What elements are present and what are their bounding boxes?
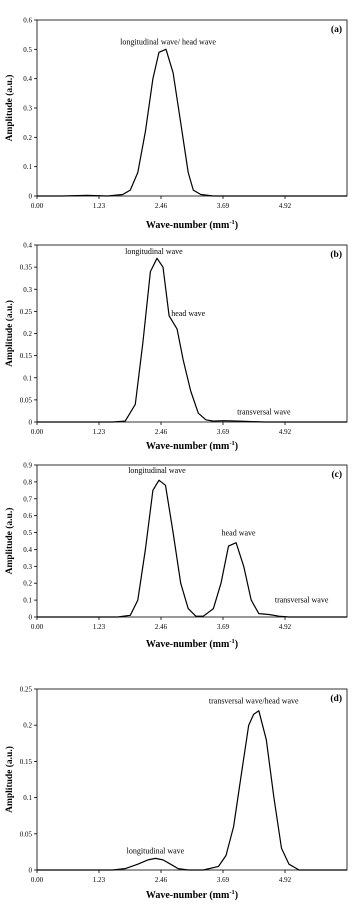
x-tick-label: 1.23 xyxy=(92,428,106,436)
x-tick-label: 2.46 xyxy=(154,623,168,631)
x-axis-label: Wave-number $(mm^{-1})$ xyxy=(145,219,239,231)
y-tick-label: 0.2 xyxy=(23,133,32,142)
y-tick-label: 0.35 xyxy=(19,263,32,272)
x-tick-label: 4.92 xyxy=(278,876,292,884)
panel-tag: (b) xyxy=(330,250,342,260)
y-tick-label: 0.3 xyxy=(23,285,32,294)
plot-frame xyxy=(37,465,347,617)
y-tick-label: 0.6 xyxy=(23,16,32,25)
y-tick-label: 0.7 xyxy=(23,495,32,504)
x-tick-label: 0.00 xyxy=(30,876,44,884)
x-tick-label: 4.92 xyxy=(278,202,292,210)
x-tick-label: 2.46 xyxy=(154,428,168,436)
y-tick-label: 0.1 xyxy=(23,596,32,605)
y-tick-label: 0 xyxy=(28,192,32,201)
y-tick-label: 0.2 xyxy=(23,330,32,338)
chart-panel-d xyxy=(0,680,355,906)
series-line xyxy=(37,258,347,422)
x-tick-label: 3.69 xyxy=(216,202,230,210)
y-tick-label: 0.25 xyxy=(19,307,32,316)
y-tick-label: 0.9 xyxy=(23,461,32,470)
y-tick-label: 0.8 xyxy=(23,478,32,487)
x-tick-label: 3.69 xyxy=(216,876,230,884)
annotation-label: longitudinal wave xyxy=(126,846,185,856)
y-axis-label: Amplitude (a.u.) xyxy=(5,300,15,367)
y-tick-label: 0.2 xyxy=(23,721,32,730)
y-tick-label: 0.4 xyxy=(23,75,32,84)
x-axis-label: Wave-number $(mm^{-1})$ xyxy=(145,889,239,901)
x-tick-label: 4.92 xyxy=(278,428,292,436)
y-tick-label: 0 xyxy=(28,418,32,427)
series-line xyxy=(37,49,347,196)
series-line xyxy=(37,711,347,870)
y-tick-label: 0.15 xyxy=(19,757,32,766)
x-tick-label: 1.23 xyxy=(92,623,106,631)
y-tick-label: 0.5 xyxy=(23,45,32,54)
y-tick-label: 0.3 xyxy=(23,562,32,571)
x-axis-label: Wave-number $(mm^{-1})$ xyxy=(145,440,239,452)
x-tick-label: 1.23 xyxy=(92,202,106,210)
x-tick-label: 0.00 xyxy=(30,623,44,631)
x-tick-label: 2.46 xyxy=(154,202,168,210)
y-tick-label: 0 xyxy=(28,613,32,622)
annotation-label: longitudinal wave/ head wave xyxy=(120,37,216,47)
annotation-label: transversal wave xyxy=(237,407,291,417)
panel-tag: (a) xyxy=(330,25,342,35)
panel-tag: (d) xyxy=(330,694,342,704)
chart-panel-c xyxy=(0,456,355,680)
x-tick-label: 4.92 xyxy=(278,623,292,631)
y-tick-label: 0.25 xyxy=(19,685,32,694)
y-tick-label: 0.1 xyxy=(23,794,32,803)
y-tick-label: 0.2 xyxy=(23,579,32,588)
plot-frame xyxy=(37,689,347,870)
x-axis-label: Wave-number $(mm^{-1})$ xyxy=(145,638,239,650)
panel-tag: (c) xyxy=(331,470,342,480)
annotation-label: head wave xyxy=(171,309,206,319)
y-tick-label: 0.5 xyxy=(23,529,32,538)
annotation-label: longitudinal wave xyxy=(128,466,186,476)
y-axis-label: Amplitude (a.u.) xyxy=(5,746,15,813)
x-tick-label: 0.00 xyxy=(30,428,44,436)
x-tick-label: 3.69 xyxy=(216,623,230,631)
y-tick-label: 0 xyxy=(28,866,32,875)
y-axis-label: Amplitude (a.u.) xyxy=(5,507,15,575)
y-axis-label: Amplitude (a.u.) xyxy=(5,74,15,142)
x-tick-label: 3.69 xyxy=(216,428,230,436)
x-tick-label: 1.23 xyxy=(92,876,106,884)
chart-panel-b xyxy=(0,236,355,456)
annotation-label: transversal wave xyxy=(274,595,329,605)
annotation-label: longitudinal wave xyxy=(125,247,183,257)
chart-panel-a xyxy=(0,0,355,236)
y-tick-label: 0.3 xyxy=(23,104,32,113)
y-tick-label: 0.4 xyxy=(23,545,32,554)
y-tick-label: 0.05 xyxy=(19,396,32,405)
x-tick-label: 0.00 xyxy=(30,202,44,210)
x-tick-label: 2.46 xyxy=(154,876,168,884)
y-tick-label: 0.4 xyxy=(23,241,32,250)
annotation-label: transversal wave/head wave xyxy=(208,696,299,706)
y-tick-label: 0.6 xyxy=(23,512,32,521)
y-tick-label: 0.05 xyxy=(19,830,32,839)
y-tick-label: 0.1 xyxy=(23,374,32,383)
y-tick-label: 0.15 xyxy=(19,352,32,361)
annotation-label: head wave xyxy=(221,528,256,538)
y-tick-label: 0.1 xyxy=(23,163,32,172)
